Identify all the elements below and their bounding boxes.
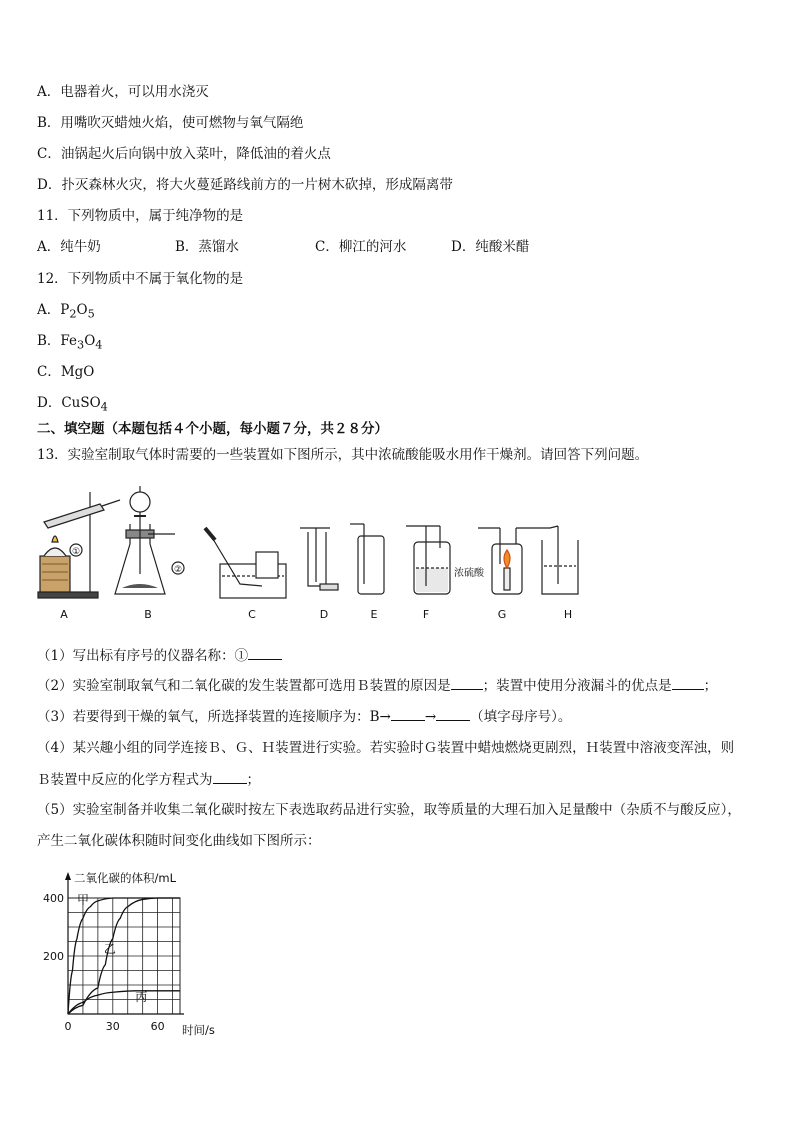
label-b: B xyxy=(144,608,152,621)
series-label-2: 乙 xyxy=(103,942,116,957)
label-h: H xyxy=(563,608,573,621)
q11-option-b: B．蒸馏水 xyxy=(175,239,239,255)
marker-1: ① xyxy=(71,547,81,557)
apparatus-h xyxy=(542,526,578,594)
q13-sub3: （3）若要得到干燥的氧气，所选择装置的连接顺序为：B→ → （填字母序号）。 xyxy=(37,706,571,727)
label-a: A xyxy=(60,608,68,621)
apparatus-f xyxy=(406,526,485,594)
apparatus-d xyxy=(300,528,338,590)
answer-blank-2[interactable] xyxy=(451,675,483,690)
q12-option-d: D．CuSO$_4$ xyxy=(37,395,108,414)
q10-option-b: B．用嘴吹灭蜡烛火焰，使可燃物与氧气隔绝 xyxy=(37,115,304,131)
y-tick-label: 200 xyxy=(43,950,64,963)
y-axis-label: 二氧化碳的体积/mL xyxy=(74,871,176,885)
acid-label: 浓硫酸 xyxy=(454,568,484,579)
q13-sub4-line2: Ｂ装置中反应的化学方程式为 ； xyxy=(37,769,260,790)
q13-sub4-line1: （4）某兴趣小组的同学连接Ｂ、Ｇ、Ｈ装置进行实验。若实验时Ｇ装置中蜡烛燃烧更剧烈，Ｈ装置中溶液变浑浊，则 xyxy=(37,740,735,756)
apparatus-figure xyxy=(30,484,590,624)
marker-2: ② xyxy=(173,565,183,575)
apparatus-c xyxy=(205,528,286,598)
apparatus-a xyxy=(38,492,120,598)
q13-sub1: （1）写出标有序号的仪器名称：① xyxy=(37,645,282,666)
apparatus-e xyxy=(350,524,384,594)
q11-option-a: A．纯牛奶 xyxy=(37,239,101,255)
co2-volume-chart xyxy=(30,866,230,1038)
q10-option-c: C．油锅起火后向锅中放入菜叶，降低油的着火点 xyxy=(37,146,331,162)
label-g: G xyxy=(497,608,507,621)
q13-stem: 13．实验室制取气体时需要的一些装置如下图所示，其中浓硫酸能吸水用作干燥剂。请回答下列问题。 xyxy=(37,447,649,463)
q12-option-b: B．$Fe_3O_4$ xyxy=(37,333,103,352)
q12-option-c: C．MgO xyxy=(37,364,95,380)
y-tick-label: 400 xyxy=(43,892,64,905)
series-label-3: 丙 xyxy=(135,989,148,1004)
series-label-1: 甲 xyxy=(76,892,89,907)
q12-option-a: A．$P_2O_5$ xyxy=(37,302,95,321)
x-tick-label: 60 xyxy=(150,1020,165,1033)
answer-blank-6[interactable] xyxy=(213,769,247,784)
label-d: D xyxy=(319,608,329,621)
label-f: F xyxy=(422,608,430,621)
y-axis-arrow xyxy=(65,872,71,880)
label-c: C xyxy=(248,608,256,621)
q11-option-d: D．纯酸米醋 xyxy=(451,239,530,255)
q11-option-c: C．柳江的河水 xyxy=(315,239,407,255)
q13-sub5-line1: （5）实验室制备并收集二氧化碳时按左下表选取药品进行实验，取等质量的大理石加入足量酸中（杂质不与酸反应）， xyxy=(37,802,741,818)
q12-stem: 12．下列物质中不属于氧化物的是 xyxy=(37,271,244,287)
x-axis-label: 时间/s xyxy=(182,1023,215,1037)
q13-sub2: （2）实验室制取氧气和二氧化碳的发生装置都可选用Ｂ装置的原因是 ；装置中使用分液漏斗的优点是 ； xyxy=(37,675,717,696)
x-tick-label: 0 xyxy=(64,1020,72,1033)
answer-blank-4[interactable] xyxy=(391,706,425,721)
section-title: 二、填空题（本题包括４个小题，每小题７分，共２８分） xyxy=(37,421,388,437)
answer-blank-1[interactable] xyxy=(248,645,282,660)
answer-blank-3[interactable] xyxy=(672,675,704,690)
answer-blank-5[interactable] xyxy=(436,706,470,721)
x-tick-label: 30 xyxy=(105,1020,120,1033)
q13-sub5-line2: 产生二氧化碳体积随时间变化曲线如下图所示： xyxy=(37,833,321,849)
q11-stem: 11．下列物质中，属于纯净物的是 xyxy=(37,208,244,224)
q10-option-a: A．电器着火，可以用水浇灭 xyxy=(37,84,209,100)
q10-option-d: D．扑灭森林火灾，将大火蔓延路线前方的一片树木砍掉，形成隔离带 xyxy=(37,177,453,193)
label-e: E xyxy=(370,608,378,621)
q11-options xyxy=(37,237,529,257)
apparatus-b xyxy=(115,486,184,594)
